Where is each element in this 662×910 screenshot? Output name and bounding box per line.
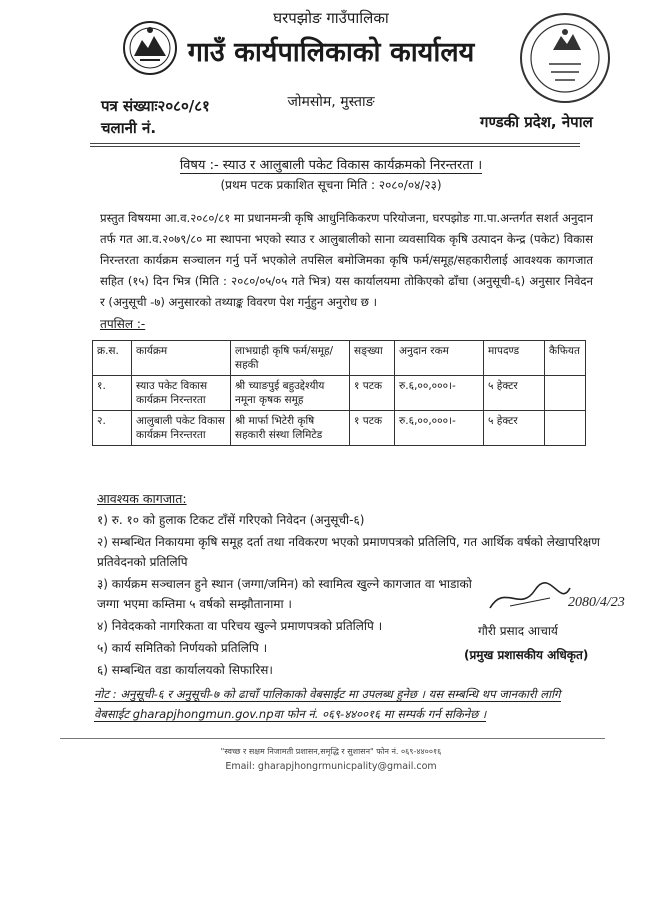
table-cell: श्री च्याङपुई बहुउद्देश्यीय नमूना कृषक समूह [231, 376, 350, 411]
handwritten-signature [480, 578, 630, 618]
table-cell: आलुबाली पकेट विकास कार्यक्रम निरन्तरता [132, 411, 231, 446]
table-cell: रु.६,००,०००।- [395, 411, 484, 446]
table-cell: १ पटक [350, 376, 395, 411]
table-header-row [93, 341, 586, 376]
document-item: २) सम्बन्धित निकायमा कृषि समूह दर्ता तथा नविकरण भएको प्रमाणपत्रको प्रतिलिपि, गत आर्थिक वर्षको लेखापरिक्षण प्रतिवेदनको प्रतिलिपि [97, 535, 600, 569]
signatory-name: गौरी प्रसाद आचार्य [478, 624, 558, 638]
document-item: ५) कार्य समितिको निर्णयको प्रतिलिपि । [97, 641, 268, 655]
documents-heading: आवश्यक कागजात: [97, 491, 187, 506]
document-item: ४) निवेदकको नागरिकता वा परिचय खुल्ने प्रमाणपत्रको प्रतिलिपि । [97, 619, 383, 633]
table-header-cell: अनुदान रकम [395, 341, 484, 376]
office-title: गाउँ कार्यपालिकाको कार्यालय [187, 37, 475, 68]
table-row [93, 376, 586, 411]
dispatch-number: चलानी नं. [101, 119, 157, 137]
tapsil-label: तपसिल :- [100, 317, 146, 331]
table-cell: ५ हेक्टर [484, 411, 545, 446]
table-cell: स्याउ पकेट विकास कार्यक्रम निरन्तरता [132, 376, 231, 411]
table-cell: ५ हेक्टर [484, 376, 545, 411]
table-cell: १ पटक [350, 411, 395, 446]
table-cell [545, 411, 586, 446]
body-paragraph: प्रस्तुत विषयमा आ.व.२०८०/८१ मा प्रधानमन्त्री कृषि आधुनिकिकरण परियोजना, घरपझोङ गा.पा.अन्तर्गत सशर्त अनुदान तर्फ गत आ.व.२०७९/८० मा स्थापना भएको स्याउ र आलुबालीको साना व्यवसायिक कृषि उत्पादन केन्द्र (पकेट) विकास निरन्तरता कार्यक्रम सञ्चालन गर्नु पर्ने भएकोले तपसिल बमोजिमका कृषि फर्म/समूह/सहकारीलाई आवश्यक कागजात सहित (१५) दिन भित्र (मिति : २०८०/०५/०५ गते भित्र) यस कार्यालयमा तोकिएको ढाँचा (अनुसूची-६) अनुसार निवेदन र (अनुसूची -७) अनुसारको तथ्याङ्क विवरण पेश गर्नुहुन अनुरोध छ । [100, 211, 593, 309]
table-cell [545, 376, 586, 411]
letter-number: पत्र संख्याः२०८०/८१ [101, 97, 210, 115]
document-item: १) रु. १० को हुलाक टिकट टाँसें गरिएको निवेदन (अनुसूची-६) [97, 513, 365, 527]
table-header-cell: कार्यक्रम [132, 341, 231, 376]
header-divider-2 [90, 146, 580, 147]
table-cell: श्री मार्फा भिटेरी कृषि सहकारी संस्था लिमिटेड [231, 411, 350, 446]
table-cell: २. [93, 411, 132, 446]
document-item: ३) कार्यक्रम सञ्चालन हुने स्थान (जग्गा/जमिन) को स्वामित्व खुल्ने कागजात वा भाडाको जग्गा भएमा कम्तिमा ५ वर्षको सम्झौतानामा । [97, 577, 472, 611]
table-header-cell: सङ्ख्या [350, 341, 395, 376]
office-location: जोमसोम, मुस्ताङ [287, 94, 375, 110]
subject-line: विषय :- स्याउ र आलुबाली पकेट विकास कार्यक्रमको निरन्तरता । [179, 158, 483, 173]
municipality-name: घरपझोङ गाउँपालिका [273, 9, 389, 27]
table-header-cell: क्र.स. [93, 341, 132, 376]
table-cell: रु.६,००,०००।- [395, 376, 484, 411]
publish-date-note: (प्रथम पटक प्रकाशित सूचना मिति : २०८०/०४/२३) [220, 178, 442, 192]
province-label: गण्डकी प्रदेश, नेपाल [480, 113, 593, 131]
footer-slogan: "स्वच्छ र सक्षम निजामती प्रशासन,समृद्धि र सुशासन" फोन नं. ०६९-४४००१६ [220, 747, 442, 756]
table-header-cell: लाभग्राही कृषि फर्म/समूह/सहकी [231, 341, 350, 376]
footer-email: Email: gharapjhongrmunicpality@gmail.com [225, 761, 437, 772]
table-row [93, 411, 586, 446]
signatory-title: (प्रमुख प्रशासकीय अधिकृत) [464, 648, 589, 662]
table-header-cell: कैफियत [545, 341, 586, 376]
header-divider [90, 143, 580, 144]
note-text: नोट : अनुसूची-६ र अनुसूची-७ को ढाचाँ पालिकाको वेबसाईट मा उपलब्ध हुनेछ । यस सम्बन्धि थप जानकारी लागि वेबसाईट gharapjhongmun.gov.npवा फोन नं. ०६९-४४००१६ मा सम्पर्क गर्न सकिनेछ । [94, 687, 561, 721]
footer-divider [60, 738, 605, 739]
table-cell: १. [93, 376, 132, 411]
table-header-cell: मापदण्ड [484, 341, 545, 376]
details-table [92, 340, 586, 446]
document-item: ६) सम्बन्धित वडा कार्यालयको सिफारिस। [97, 663, 273, 677]
signature-date: 2080/4/23 [568, 595, 625, 610]
